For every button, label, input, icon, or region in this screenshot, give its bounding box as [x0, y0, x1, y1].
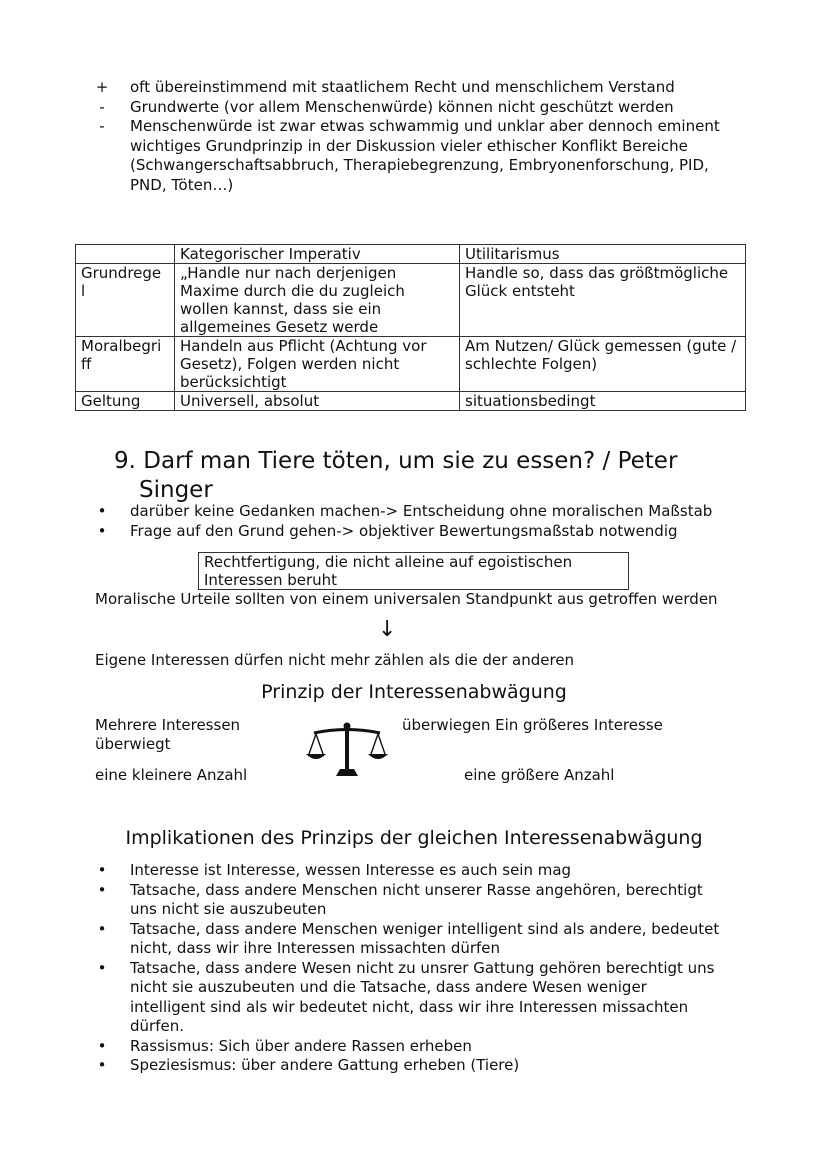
own-interests-statement: Eigene Interessen dürfen nicht mehr zählen als die der anderen: [95, 651, 575, 669]
list-item: [95, 920, 725, 959]
list-item-text: Menschenwürde ist zwar etwas schwammig und unklar aber dennoch eminent wichtiges Grundprinzip in der Diskussion vieler ethischer Konflikt Bereiche (Schwangerschaftsabbruch, Therapiebegrenzung, Embryonenforschung, PID, PND, Töten…): [130, 117, 720, 194]
table-cell: Am Nutzen/ Glück gemessen (gute / schlechte Folgen): [460, 337, 746, 392]
table-cell: Geltung: [76, 392, 175, 411]
principle-left-bottom: eine kleinere Anzahl: [95, 766, 248, 784]
table-header-cell: Kategorischer Imperativ: [175, 245, 460, 264]
list-marker: +: [95, 78, 109, 96]
table-cell: „Handle nur nach derjenigen Maxime durch die du zugleich wollen kannst, dass sie ein allgemeines Gesetz werde: [175, 264, 460, 337]
list-item-text: Tatsache, dass andere Wesen nicht zu unsrer Gattung gehören berechtigt uns nicht sie auszubeuten und die Tatsache, dass andere Wesen weniger intelligent sind als wir bedeutet nicht, dass wir ihre Interessen missachten dürfen.: [130, 958, 715, 1035]
bullet-icon: •: [97, 502, 107, 520]
list-item: [95, 861, 725, 881]
list-item-text: Grundwerte (vor allem Menschenwürde) können nicht geschützt werden: [130, 97, 674, 116]
list-item: [95, 881, 725, 920]
pros-cons-list: [95, 78, 745, 195]
table-row: [76, 264, 746, 337]
section-heading: [114, 447, 734, 505]
bullet-icon: •: [97, 880, 107, 899]
list-item: [95, 959, 725, 1037]
implications-title: Implikationen des Prinzips der gleichen Interessenabwägung: [125, 827, 703, 849]
table-cell: Handle so, dass das größtmögliche Glück entsteht: [460, 264, 746, 337]
table-row: [76, 392, 746, 411]
list-item-text: oft übereinstimmend mit staatlichem Recht und menschlichem Verstand: [130, 78, 675, 96]
table-header-row: [76, 245, 746, 264]
bullet-icon: •: [97, 958, 107, 977]
implications-list: [95, 861, 725, 1076]
table-header-cell: Utilitarismus: [460, 245, 746, 264]
list-item: [95, 98, 745, 118]
list-item-text: darüber keine Gedanken machen-> Entscheidung ohne moralischen Maßstab: [130, 502, 713, 520]
section-number: 9.: [114, 448, 136, 474]
bullet-icon: •: [97, 861, 107, 879]
list-item: [95, 502, 745, 522]
universal-statement: Moralische Urteile sollten von einem universalen Standpunkt aus getroffen werden: [95, 590, 718, 608]
table-cell: situationsbedingt: [460, 392, 746, 411]
principle-title: Prinzip der Interessenabwägung: [261, 681, 567, 703]
list-item-text: Frage auf den Grund gehen-> objektiver Bewertungsmaßstab notwendig: [130, 521, 678, 540]
list-item-text: Rassismus: Sich über andere Rassen erheben: [130, 1036, 472, 1055]
list-item: [95, 1037, 725, 1057]
section-title-line2: Singer: [139, 477, 213, 503]
bullet-icon: •: [97, 1056, 107, 1074]
justification-box: Rechtfertigung, die nicht alleine auf egoistischen Interessen beruht: [198, 552, 629, 590]
list-item-text: Tatsache, dass andere Menschen weniger intelligent sind als andere, bedeutet nicht, dass wir ihre Interessen missachten dürfen: [130, 919, 720, 957]
list-item: [95, 117, 745, 195]
list-item-text: Speziesismus: über andere Gattung erheben (Tiere): [130, 1056, 520, 1074]
bullet-icon: •: [97, 521, 107, 540]
section9-bullets: [95, 502, 745, 541]
list-item: [95, 1056, 725, 1076]
list-item-text: Tatsache, dass andere Menschen nicht unserer Rasse angehören, berechtigt uns nicht sie auszubeuten: [130, 880, 703, 918]
table-cell: Handeln aus Pflicht (Achtung vor Gesetz), Folgen werden nicht berücksichtigt: [175, 337, 460, 392]
principle-right-top: überwiegen Ein größeres Interesse: [402, 716, 663, 734]
principle-right-bottom: eine größere Anzahl: [464, 766, 615, 784]
list-item: [95, 522, 745, 542]
comparison-table: [75, 244, 746, 411]
list-item: [95, 78, 745, 98]
table-cell: Universell, absolut: [175, 392, 460, 411]
table-header-cell: [76, 245, 175, 264]
list-marker: -: [99, 97, 105, 116]
list-item-text: Interesse ist Interesse, wessen Interesse es auch sein mag: [130, 861, 572, 879]
table-row: [76, 337, 746, 392]
table-cell: Grundrege l: [76, 264, 175, 337]
scales-icon: [306, 722, 388, 782]
section-title-line1: Darf man Tiere töten, um sie zu essen? / Peter: [143, 448, 678, 474]
table-cell: Moralbegri ff: [76, 337, 175, 392]
arrow-down-icon: ↓: [378, 617, 397, 642]
principle-left-top: Mehrere Interessen überwiegt: [95, 716, 241, 753]
list-marker: -: [99, 117, 105, 135]
bullet-icon: •: [97, 1036, 107, 1055]
bullet-icon: •: [97, 919, 107, 938]
